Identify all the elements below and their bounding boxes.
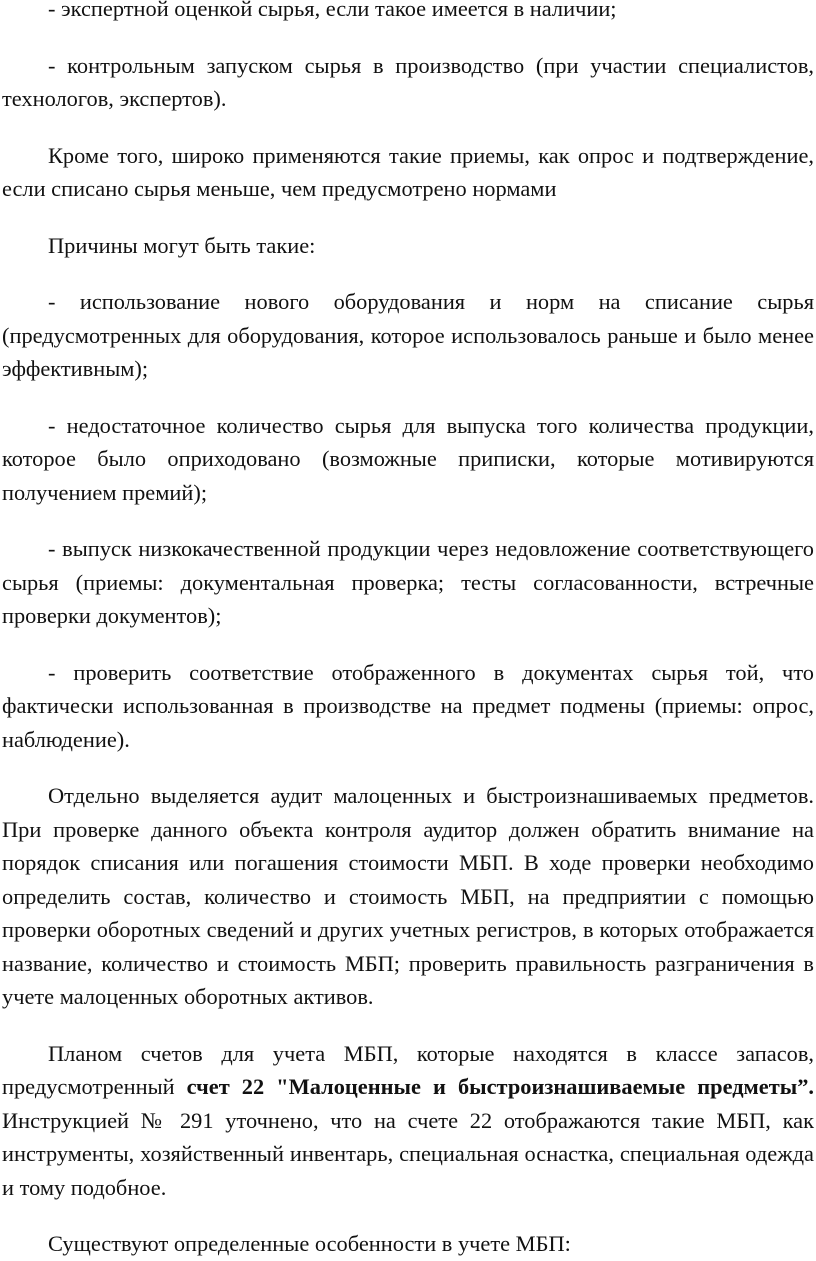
paragraph-5 (2, 285, 814, 386)
paragraph-9 (2, 779, 814, 1014)
paragraph-text: Отдельно выделяется аудит малоценных и быстроизнашиваемых предметов. При проверке данного объекта контроля аудитор должен обратить внимание на порядок списания или погашения стоимости МБП. В ходе проверки необходимо определить состав, количество и стоимость МБП, на предприятии с помощью проверки оборотных сведений и других учетных регистров, в которых отображается название, количество и стоимость МБП; проверить правильность разграничения в учете малоценных оборотных активов. (2, 783, 814, 1009)
paragraph-text: Существуют определенные особенности в учете МБП: (48, 1231, 571, 1256)
paragraph-10 (2, 1037, 814, 1205)
paragraph-text: - использование нового оборудования и норм на списание сырья (предусмотренных для оборудования, которое использовалось раньше и было менее эффективным); (2, 289, 814, 381)
paragraph-text: - проверить соответствие отображенного в документах сырья той, что фактически использованная в производстве на предмет подмены (приемы: опрос, наблюдение). (2, 659, 814, 752)
paragraph-6 (2, 409, 814, 510)
paragraph-4 (2, 229, 814, 263)
paragraph-7 (2, 532, 814, 633)
paragraph-text: - выпуск низкокачественной продукции через недовложение соответствующего сырья (приемы: документальная проверка; тесты согласованности, встречные проверки документов); (2, 536, 814, 628)
paragraph-text: Инструкцией № 291 уточнено, что на счете 22 отображаются такие МБП, как инструменты, хозяйственный инвентарь, специальная оснастка, специальная одежда и тому подобное. (2, 1107, 814, 1200)
paragraph-1 (2, 0, 814, 26)
paragraph-text: - недостаточное количество сырья для выпуска того количества продукции, которое было оприходовано (возможные приписки, которые мотивируются получением премий); (2, 412, 814, 505)
paragraph-3 (2, 139, 814, 206)
paragraph-2 (2, 49, 814, 116)
paragraph-text: Причины могут быть такие: (48, 232, 316, 258)
paragraph-11 (2, 1227, 814, 1261)
paragraph-text: - контрольным запуском сырья в производство (при участии специалистов, технологов, экспертов). (2, 52, 814, 111)
paragraph-text: Кроме того, широко применяются такие приемы, как опрос и подтверждение, если списано сырья меньше, чем предусмотрено нормами (2, 142, 814, 201)
account-22-title: счет 22 "Малоценные и быстроизнашиваемые предметы”. (186, 1074, 815, 1099)
paragraph-text: - экспертной оценкой сырья, если такое имеется в наличии; (48, 0, 617, 21)
paragraph-8 (2, 656, 814, 757)
paragraph-text: Планом счетов для учета МБП, которые находятся в классе запасов, предусмотренный (2, 1040, 814, 1099)
